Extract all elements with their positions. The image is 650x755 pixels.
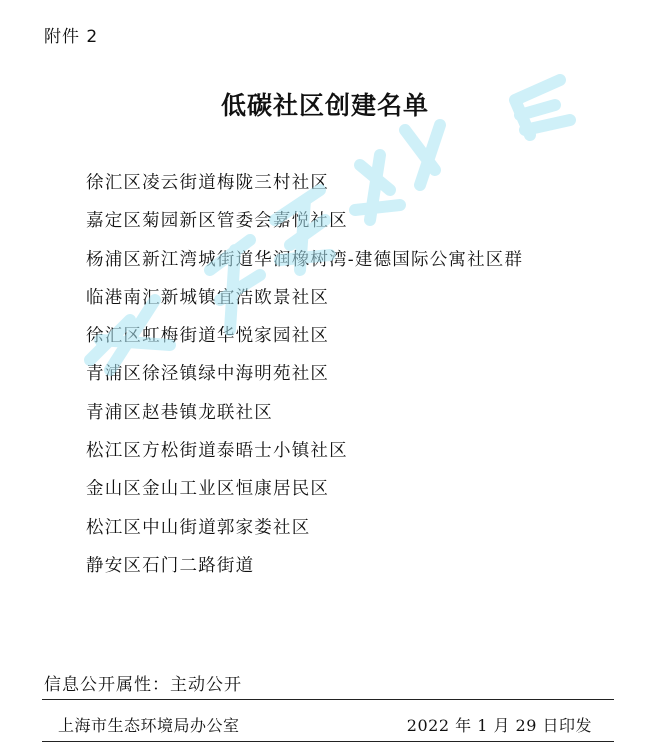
- attachment-label: 附件 2: [44, 27, 99, 47]
- issuer: 上海市生态环境局办公室: [58, 716, 240, 735]
- list-item: 杨浦区新江湾城街道华润橡树湾-建德国际公寓社区群: [86, 249, 524, 270]
- footer-top-rule: [42, 699, 614, 700]
- footer: [58, 713, 592, 736]
- community-list: [86, 168, 523, 589]
- list-item: 青浦区徐泾镇绿中海明苑社区: [86, 364, 330, 385]
- list-item: 临港南汇新城镇宜浩欧景社区: [86, 287, 330, 308]
- list-item: 静安区石门二路街道: [86, 555, 255, 576]
- list-item: 松江区方松街道泰晤士小镇社区: [86, 441, 348, 462]
- list-item: 徐汇区虹梅街道华悦家园社区: [86, 326, 330, 347]
- list-item: 松江区中山街道郭家娄社区: [86, 517, 311, 538]
- list-item: 徐汇区凌云街道梅陇三村社区: [86, 173, 330, 193]
- list-item: 金山区金山工业区恒康居民区: [86, 479, 330, 500]
- document-title: 低碳社区创建名单: [220, 91, 429, 120]
- list-item: 嘉定区菊园新区管委会嘉悦社区: [86, 211, 348, 232]
- list-item: 青浦区赵巷镇龙联社区: [86, 402, 273, 423]
- disclosure-attribute: 信息公开属性：主动公开: [44, 675, 242, 695]
- issue-date: 2022 年 1 月 29 日印发: [406, 716, 592, 735]
- footer-bottom-rule: [42, 741, 614, 742]
